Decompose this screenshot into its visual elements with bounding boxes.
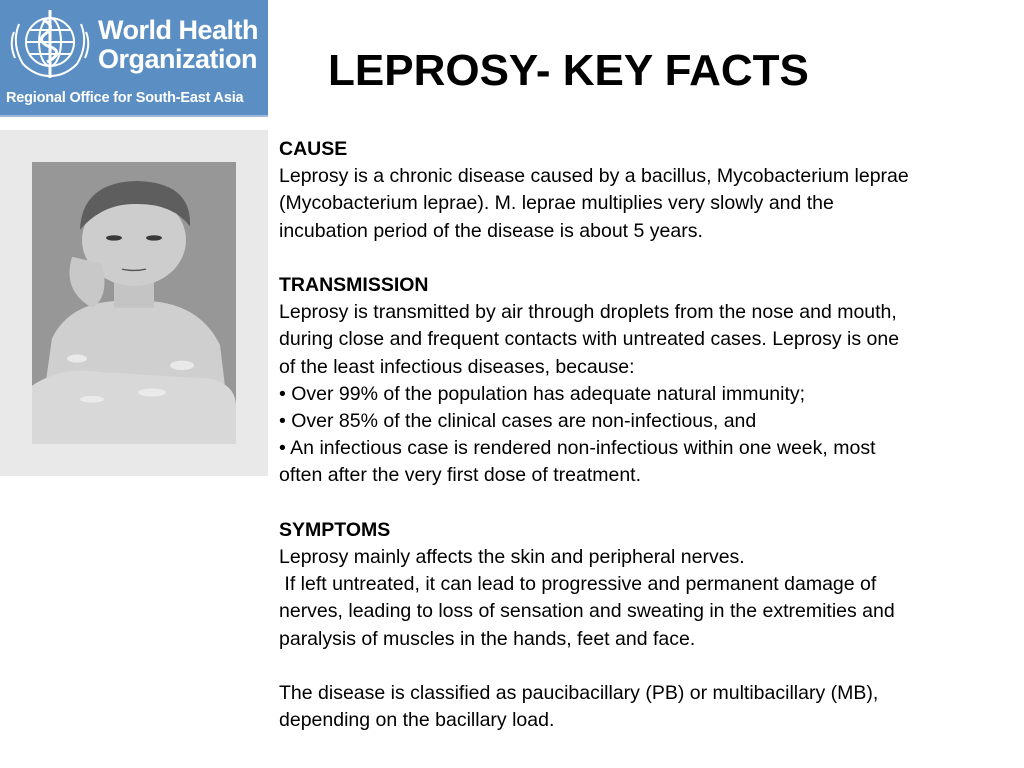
cause-heading: CAUSE [279, 138, 348, 160]
symptoms-line: paralysis of muscles in the hands, feet and face. [279, 627, 696, 650]
logo-line-2: Organization [98, 44, 258, 74]
transmission-bullet: • An infectious case is rendered non-infectious within one week, most [279, 437, 876, 460]
transmission-line: of the least infectious diseases, because: [279, 355, 635, 378]
who-logo [0, 0, 268, 117]
cause-line: Leprosy is a chronic disease caused by a bacillus, Mycobacterium leprae [279, 165, 909, 188]
logo-region: Regional Office for South-East Asia [6, 90, 244, 106]
symptoms-line: nerves, leading to loss of sensation and sweating in the extremities and [279, 600, 895, 623]
patient-photo [0, 130, 268, 476]
key-facts-body [279, 136, 1019, 734]
transmission-bullet: • Over 85% of the clinical cases are non-infectious, and [279, 410, 757, 433]
cause-line: (Mycobacterium leprae). M. leprae multiplies very slowly and the [279, 192, 834, 215]
transmission-bullet: • Over 99% of the population has adequate natural immunity; [279, 382, 806, 405]
transmission-heading: TRANSMISSION [279, 274, 429, 296]
symptoms-line: If left untreated, it can lead to progressive and permanent damage of [279, 573, 877, 596]
who-emblem-icon [5, 6, 95, 82]
symptoms-line: Leprosy mainly affects the skin and peripheral nerves. [279, 546, 745, 569]
spacer [279, 245, 1019, 272]
classification-line: The disease is classified as paucibacillary (PB) or multibacillary (MB), [279, 682, 879, 705]
transmission-line: often after the very first dose of treatment. [279, 464, 642, 487]
classification-line: depending on the bacillary load. [279, 709, 555, 732]
symptoms-heading: SYMPTOMS [279, 518, 391, 541]
logo-line-1: World Health [98, 15, 259, 45]
transmission-line: Leprosy is transmitted by air through droplets from the nose and mouth, [279, 301, 897, 324]
slide-title: LEPROSY- KEY FACTS [328, 46, 809, 95]
spacer [279, 490, 1019, 517]
transmission-line: during close and frequent contacts with untreated cases. Leprosy is one [279, 328, 900, 351]
spacer [279, 653, 1019, 680]
cause-line: incubation period of the disease is about 5 years. [279, 219, 703, 242]
child-portrait-image [32, 162, 236, 444]
